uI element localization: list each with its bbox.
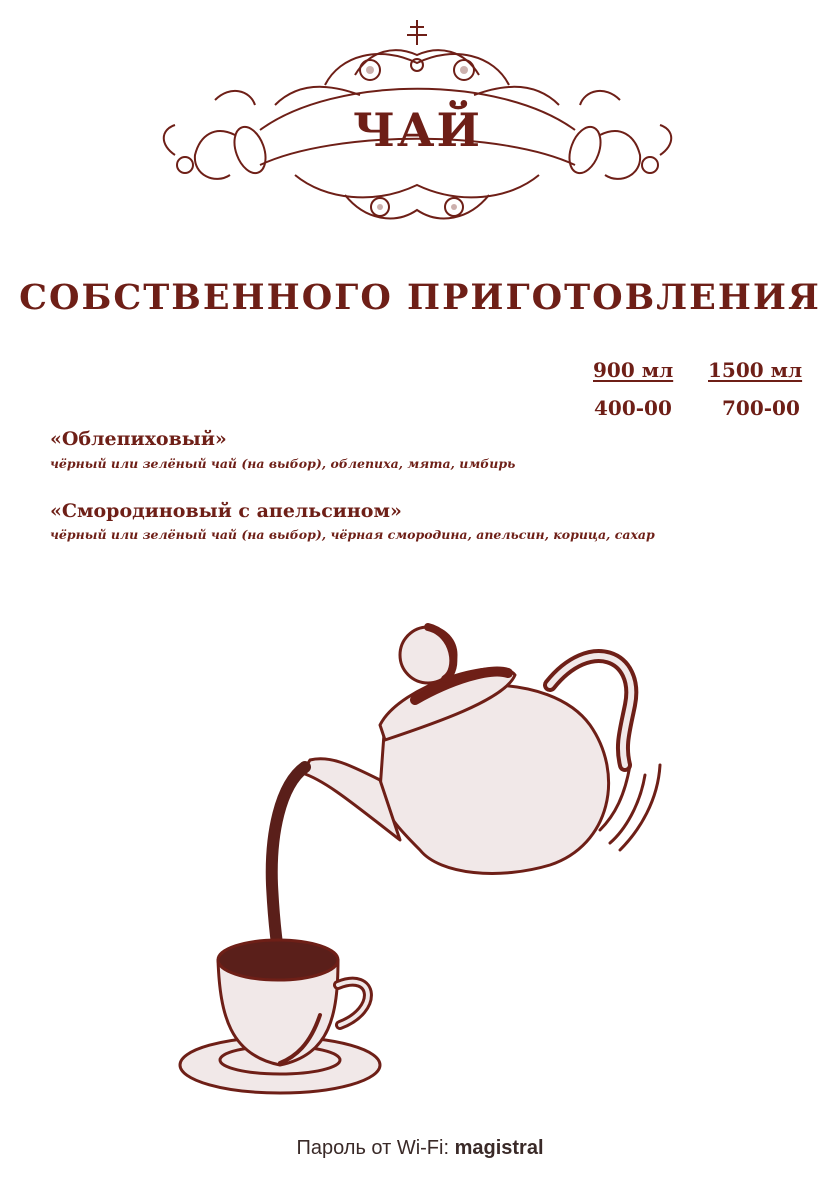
ornamental-banner: [155, 15, 680, 235]
volume-header-1500: 1500 мл: [708, 358, 803, 382]
volume-header-900: 900 мл: [593, 358, 674, 382]
page-title: ЧАЙ: [353, 103, 482, 157]
wifi-password: magistral: [454, 1137, 544, 1159]
menu-item-name: «Облепиховый»: [50, 428, 227, 450]
menu-item-description: чёрный или зелёный чай (на выбор), чёрная смородина, апельсин, корица, сахар: [50, 527, 655, 542]
price-900: 400-00: [594, 396, 672, 420]
menu-item-name: «Смородиновый с апельсином»: [50, 500, 402, 522]
wifi-info: [0, 1137, 840, 1160]
teapot-pouring-into-cup-icon: [170, 615, 670, 1115]
teapot-illustration: [170, 615, 670, 1115]
price-1500: 700-00: [722, 396, 800, 420]
wifi-label: Пароль от Wi-Fi:: [296, 1137, 450, 1159]
menu-item-description: чёрный или зелёный чай (на выбор), облепиха, мята, имбирь: [50, 456, 516, 471]
section-subtitle: СОБСТВЕННОГО ПРИГОТОВЛЕНИЯ: [19, 277, 821, 318]
